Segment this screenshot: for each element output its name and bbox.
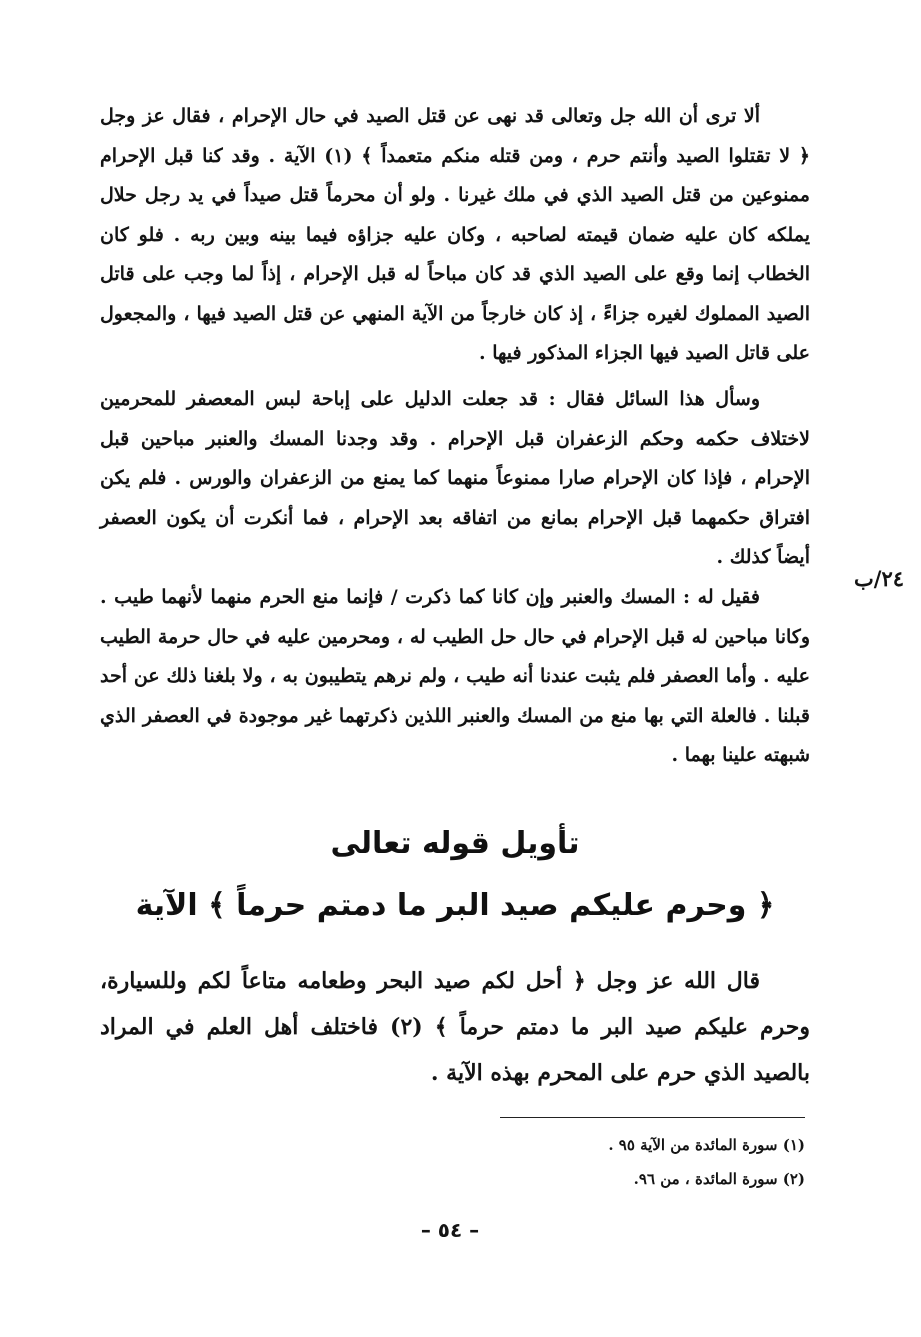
page-number: – ٥٤ –: [420, 1218, 480, 1242]
margin-folio-note: ٢٤/ب: [853, 566, 904, 591]
section-heading-title: تأويل قوله تعالى: [330, 826, 580, 861]
body-paragraph-1: ألا ترى أن الله جل وتعالى قد نهى عن قتل الصيد في حال الإحرام ، فقال عز وجل ﴿ لا تقتلوا الصيد وأنتم حرم ، ومن قتله منكم متعمداً ﴾ (١) الآية . وقد كنا قبل الإحرام ممنوعين من قتل الصيد الذي في ملك غيرنا . ولو أن محرماً قتل صيداً في يد رجل حلال يملكه كان عليه ضمان قيمته لصاحبه ، وكان عليه جزاؤه فيما بينه وبين ربه . فلو كان الخطاب إنما وقع على الصيد الذي قد كان مباحاً له قبل الإحرام ، إذاً لما وجب على قاتل الصيد المملوك لغيره جزاءً ، إذ كان خارجاً من الآية المنهي عن قتل الصيد فيها ، والمجعول على قاتل الصيد فيها الجزاء المذكور فيها .: [100, 105, 810, 364]
body-paragraph-3: فقيل له : المسك والعنبر وإن كانا كما ذكرت / فإنما منع الحرم منهما لأنهما طيب . وكانا مباحين له قبل الإحرام في حال حل الطيب له ، ومحرمين عليه في حال حرمة الطيب عليه . وأما العصفر فلم يثبت عندنا أنه طيب ، ولم نرهم يتطيبون به ، ولا بلغنا ذلك عن أحد قبلنا . فالعلة التي بها منع من المسك والعنبر اللذين ذكرتهما غير موجودة في العصفر الذي شبهته علينا بهما .: [100, 586, 810, 766]
footnote-1: (١) سورة المائدة من الآية ٩٥ .: [608, 1136, 805, 1154]
body-paragraph-2: وسأل هذا السائل فقال : قد جعلت الدليل على إباحة لبس المعصفر للمحرمين لاختلاف حكمه وحكم الزعفران قبل الإحرام . وقد وجدنا المسك والعنبر مباحين قبل الإحرام ، فإذا كان الإحرام صارا ممنوعاً منهما كما يمنع من الزعفران والورس . فلم يكن افتراق حكمهما قبل الإحرام بمانع من اتفاقه بعد الإحرام ، فما أنكرت أن يكون العصفر أيضاً كذلك .: [100, 388, 810, 568]
footnote-divider: [500, 1117, 805, 1118]
intro-paragraph: قال الله عز وجل ﴿ أحل لكم صيد البحر وطعامه متاعاً لكم وللسيارة، وحرم عليكم صيد البر ما دمتم حرماً ﴾ (٢) فاختلف أهل العلم في المراد بالصيد الذي حرم على المحرم بهذه الآية .: [100, 968, 811, 1086]
footnotes: [500, 1128, 805, 1196]
section-heading-verse: ﴿ وحرم عليكم صيد البر ما دمتم حرماً ﴾ الآية: [135, 888, 775, 923]
footnote-2: (٢) سورة المائدة ، من ٩٦.: [633, 1170, 805, 1188]
section-intro: [100, 958, 810, 1096]
